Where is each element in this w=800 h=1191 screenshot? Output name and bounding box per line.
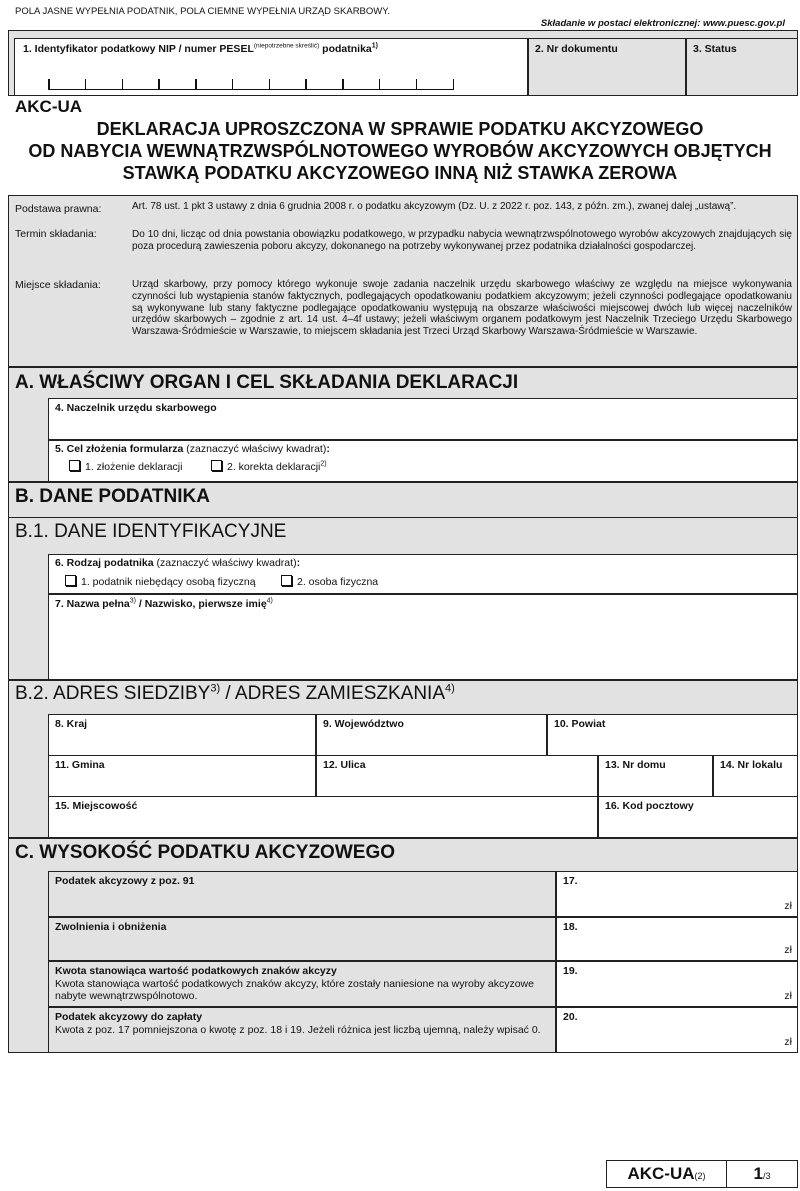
field-3-label: 3. Status [693,43,737,55]
field-6-note: (zaznaczyć właściwy kwadrat) [153,557,297,569]
field-8-label: 8. Kraj [55,718,88,730]
option-correction[interactable] [211,460,327,473]
field-19-unit: zł [784,990,792,1002]
field-18-unit: zł [784,944,792,956]
field-19-stamps-value[interactable] [556,961,798,1007]
place-label: Miejsce składania: [15,279,101,291]
row-20-label: Podatek akcyzowy do zapłaty [55,1011,203,1023]
field-5-note: (zaznaczyć właściwy kwadrat) [183,443,327,455]
field-11-label: 11. Gmina [55,759,105,771]
row-18-label: Zwolnienia i obniżenia [55,921,167,933]
field-6-colon: : [296,557,301,569]
digit-box-divider [416,79,418,89]
field-11-commune[interactable] [48,755,316,797]
field-14-label: 14. Nr lokalu [720,759,783,771]
section-b-title: B. DANE PODATNIKA [15,486,210,507]
footnote-ref: 2) [320,460,327,468]
row-17-label-cell [48,871,556,917]
digit-box-divider [85,79,87,89]
field-17-excise-tax[interactable] [556,871,798,917]
field-4-tax-office[interactable] [48,398,798,440]
option-correction-label: 2. korekta deklaracji [227,461,321,473]
section-a-title: A. WŁAŚCIWY ORGAN I CEL SKŁADANIA DEKLARACJI [15,372,519,393]
legal-basis-label: Podstawa prawna: [15,203,102,215]
field-20-tax-due[interactable] [556,1007,798,1053]
field-17-unit: zł [784,900,792,912]
option-submission[interactable] [69,460,182,473]
field-12-label: 12. Ulica [323,759,366,771]
section-b1-title: B.1. DANE IDENTYFIKACYJNE [15,521,287,542]
option-non-natural-person-label: 1. podatnik niebędący osobą fizyczną [81,576,256,588]
field-17-number: 17. [563,875,578,887]
field-9-voivodeship[interactable] [316,714,547,756]
title-line-2: OD NABYCIA WEWNĄTRZWSPÓLNOTOWEGO WYROBÓW AKCYZOWYCH OBJĘTYCH [28,141,772,161]
row-19-label-cell [48,961,556,1007]
field-7-name[interactable] [48,594,798,680]
field-13-house-number[interactable] [598,755,713,797]
title-line-3: STAWKĄ PODATKU AKCYZOWEGO INNĄ NIŻ STAWKA ZEROWA [122,163,678,183]
section-b2-title [15,683,455,705]
row-19-label: Kwota stanowiąca wartość podatkowych znaków akcyzy [55,965,337,977]
row-19-description: Kwota stanowiąca wartość podatkowych znaków akcyzy, które zostały naniesione na wyroby akcyzowe nabyte wewnątrzwspólnotowo. [55,978,534,1002]
field-7-label-tail: / Nazwisko, pierwsze imię [135,598,267,610]
option-natural-person-label: 2. osoba fizyczna [297,576,379,588]
digit-box-divider [305,79,307,89]
footnote-ref: 4) [445,682,455,695]
place-text: Urząd skarbowy, przy pomocy którego wykonuje swoje zadania naczelnik urzędu skarbowego właściwy ze względu na miejsce wykonywania czynności lub wystąpienia stanów faktycznych, podlegających opodatkowaniu podatkiem akcyzowym; jeżeli czynności podlegające opodatkowaniu są wykonywane lub stany faktyczne podlegające opodatkowaniu występują na obszarze właściwości miejscowej dwóch lub więcej naczelników urzędów skarbowych – zgodnie z art. 14 ust. 4–4f ustawy; jeżeli właściwym organem podatkowym jest Naczelnik Trzeciego Urzędu Skarbowego Warszawa-Śródmieście w Warszawie, to miejscem składania jest Trzeci Urząd Skarbowy Warszawa-Śródmieście w Warszawie. [132,279,792,338]
digit-box-divider [232,79,234,89]
field-15-locality[interactable] [48,796,598,838]
digit-box-divider [342,79,344,89]
field-18-number: 18. [563,921,578,933]
field-10-district[interactable] [547,714,798,756]
section-b2-title-a: B.2. ADRES SIEDZIBY [15,683,211,704]
digit-box-divider [453,79,455,89]
nip-digit-boxes[interactable] [48,78,454,90]
field-2-doc-number [528,38,686,96]
digit-box-divider [158,79,160,89]
field-9-label: 9. Województwo [323,718,404,730]
field-1-label-tail: podatnika [319,43,372,55]
section-c-title: C. WYSOKOŚĆ PODATKU AKCYZOWEGO [15,842,395,863]
field-6-taxpayer-type [48,554,798,594]
digit-box-divider [48,79,50,89]
footnote-ref: 3) [210,682,221,695]
deadline-label: Termin składania: [15,228,97,240]
field-16-label: 16. Kod pocztowy [605,800,694,812]
field-3-status [686,38,798,96]
option-natural-person[interactable] [281,575,378,588]
option-submission-label: 1. złożenie deklaracji [85,461,183,473]
form-title [0,118,800,184]
title-line-1: DEKLARACJA UPROSZCZONA W SPRAWIE PODATKU AKCYZOWEGO [96,119,704,139]
field-20-number: 20. [563,1011,578,1023]
footer-page-number: 1 [753,1164,763,1183]
field-1-label: 1. Identyfikator podatkowy NIP / numer PESEL [23,43,254,55]
digit-box-divider [379,79,381,89]
field-12-street[interactable] [316,755,598,797]
form-code: AKC-UA [15,97,83,116]
legal-basis-text: Art. 78 ust. 1 pkt 3 ustawy z dnia 6 grudnia 2008 r. o podatku akcyzowym (Dz. U. z 2022 r. poz. 143, z późn. zm.), zwanej dalej „ustawą”. [132,201,737,212]
row-20-label-cell [48,1007,556,1053]
digit-box-divider [269,79,271,89]
checkbox-natural-person[interactable] [281,575,292,586]
field-5-label: 5. Cel złożenia formularza [55,443,184,455]
field-4-label: 4. Naczelnik urzędu skarbowego [55,402,217,414]
field-16-postal-code[interactable] [598,796,798,838]
section-b2-title-b: / ADRES ZAMIESZKANIA [220,683,446,704]
footer-page-total: /3 [762,1171,771,1181]
footnote-ref: 1) [371,42,378,50]
footer-form-code: AKC-UA [627,1164,695,1183]
row-20-description: Kwota z poz. 17 pomniejszona o kwotę z poz. 18 i 19. Jeżeli różnica jest liczbą ujemną, należy wpisać 0. [55,1024,541,1036]
field-19-number: 19. [563,965,578,977]
field-10-label: 10. Powiat [554,718,606,730]
field-5-purpose [48,440,798,482]
field-14-apartment-number[interactable] [713,755,798,797]
digit-box-divider [195,79,197,89]
footer-version: (2) [694,1171,706,1181]
field-5-colon: : [326,443,330,455]
checkbox-submission[interactable] [69,460,80,471]
footnote-ref: 4) [266,597,273,605]
field-8-country[interactable] [48,714,316,756]
checkbox-non-natural-person[interactable] [65,575,76,586]
field-7-label: 7. Nazwa pełna [55,598,130,610]
field-2-label: 2. Nr dokumentu [535,43,618,55]
field-6-label: 6. Rodzaj podatnika [55,557,154,569]
option-non-natural-person[interactable] [65,575,256,588]
checkbox-correction[interactable] [211,460,222,471]
field-1-strike-note: (niepotrzebne skreślić) [253,42,320,50]
top-note: POLA JASNE WYPEŁNIA PODATNIK, POLA CIEMNE WYPEŁNIA URZĄD SKARBOWY. [15,6,390,17]
deadline-text: Do 10 dni, licząc od dnia powstania obowiązku podatkowego, w przypadku nabycia wewnątrzwspólnotowego wyrobów akcyzowych znajdujących się poza procedurą zawieszenia poboru akcyzy, dokonanego na potrzeby wykonywanej przez podatnika działalności gospodarczej. [132,229,792,252]
digit-box-divider [122,79,124,89]
row-17-label: Podatek akcyzowy z poz. 91 [55,875,195,887]
field-15-label: 15. Miejscowość [55,800,138,812]
e-submission-note: Składanie w postaci elektronicznej: www.puesc.gov.pl [540,18,785,29]
footnote-ref: 3) [129,597,136,605]
row-18-label-cell [48,917,556,961]
footer-box [606,1160,798,1188]
field-18-exemptions[interactable] [556,917,798,961]
field-20-unit: zł [784,1036,792,1048]
field-13-label: 13. Nr domu [605,759,666,771]
